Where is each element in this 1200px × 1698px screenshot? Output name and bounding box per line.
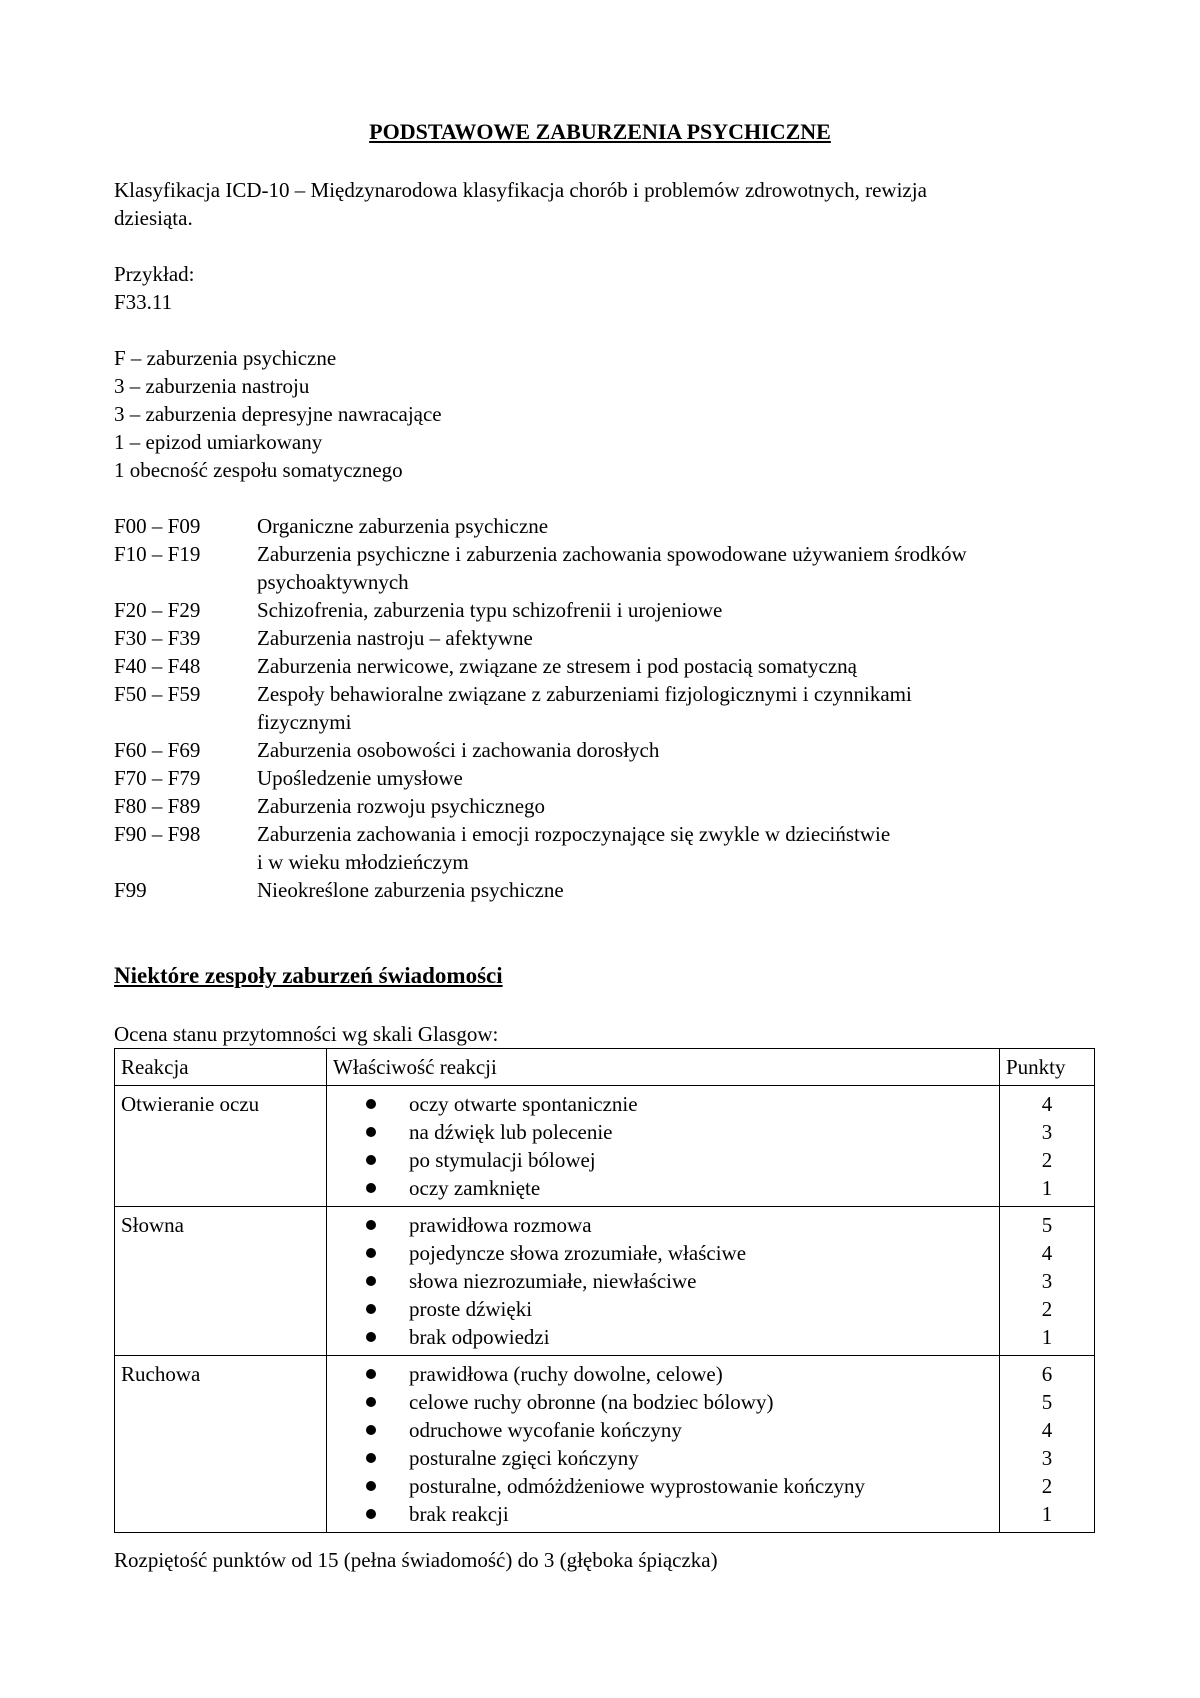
- code-desc: Zespoły behawioralne związane z zaburzeniami fizjologicznymi i czynnikami: [257, 682, 912, 706]
- code-row: [114, 540, 1094, 596]
- code-desc: Zaburzenia zachowania i emocji rozpoczynające się zwykle w dzieciństwie: [257, 822, 891, 846]
- code-range: F00 – F09: [114, 514, 201, 538]
- example-part: F – zaburzenia psychiczne: [114, 346, 337, 370]
- code-row: [114, 820, 1094, 876]
- property-item: posturalne, odmóżdżeniowe wyprostowanie kończyny: [363, 1472, 993, 1500]
- example-part: 3 – zaburzenia nastroju: [114, 374, 310, 398]
- property-item: po stymulacji bólowej: [363, 1146, 993, 1174]
- code-desc: Organiczne zaburzenia psychiczne: [257, 514, 549, 538]
- table-row: [115, 1356, 1095, 1533]
- property-item: oczy zamknięte: [363, 1174, 993, 1202]
- code-range: F30 – F39: [114, 626, 201, 650]
- code-range: F40 – F48: [114, 654, 201, 678]
- points-cell: [1000, 1207, 1095, 1356]
- header-reaction: Reakcja: [115, 1049, 327, 1086]
- page-title: PODSTAWOWE ZABURZENIA PSYCHICZNE: [369, 119, 831, 144]
- code-row: [114, 764, 1094, 792]
- table-header-row: [115, 1049, 1095, 1086]
- example-label: Przykład:: [114, 262, 195, 286]
- code-row: [114, 792, 1094, 820]
- example-part: 1 – epizod umiarkowany: [114, 430, 323, 454]
- header-points: Punkty: [1000, 1049, 1095, 1086]
- example-part: 1 obecność zespołu somatycznego: [114, 458, 403, 482]
- code-row: [114, 596, 1094, 624]
- code-range: F70 – F79: [114, 766, 201, 790]
- property-item: celowe ruchy obronne (na bodziec bólowy): [363, 1388, 993, 1416]
- code-row: [114, 624, 1094, 652]
- points-value: 3: [1041, 1269, 1053, 1293]
- code-desc: Zaburzenia osobowości i zachowania dorosłych: [257, 738, 660, 762]
- code-desc: Zaburzenia nerwicowe, związane ze stresem i pod postacią somatyczną: [257, 654, 857, 678]
- property-item: prawidłowa rozmowa: [363, 1211, 993, 1239]
- property-item: prawidłowa (ruchy dowolne, celowe): [363, 1360, 993, 1388]
- code-range: F99: [114, 878, 147, 902]
- code-desc-cont: psychoaktywnych: [257, 570, 409, 594]
- code-row: [114, 876, 1094, 904]
- code-desc: Upośledzenie umysłowe: [257, 766, 463, 790]
- code-range: F80 – F89: [114, 794, 201, 818]
- example-code: F33.11: [114, 290, 173, 314]
- points-cell: [1000, 1086, 1095, 1207]
- points-cell: [1000, 1356, 1095, 1533]
- code-desc: Schizofrenia, zaburzenia typu schizofrenii i urojeniowe: [257, 598, 723, 622]
- code-desc-cont: fizycznymi: [257, 710, 352, 734]
- table-row: [115, 1086, 1095, 1207]
- property-cell: [327, 1207, 1000, 1356]
- code-row: [114, 680, 1094, 736]
- code-range: F50 – F59: [114, 682, 201, 706]
- property-list: [333, 1360, 993, 1528]
- property-item: słowa niezrozumiałe, niewłaściwe: [363, 1267, 993, 1295]
- glasgow-table: [114, 1048, 1095, 1533]
- reaction-cell: Otwieranie oczu: [115, 1086, 327, 1207]
- points-value: 5: [1041, 1213, 1053, 1237]
- intro-line: Klasyfikacja ICD-10 – Międzynarodowa klasyfikacja chorób i problemów zdrowotnych, rewizja: [114, 178, 927, 202]
- property-cell: [327, 1086, 1000, 1207]
- code-desc-cont: i w wieku młodzieńczym: [257, 850, 469, 874]
- points-value: 2: [1041, 1474, 1053, 1498]
- property-item: proste dźwięki: [363, 1295, 993, 1323]
- points-value: 4: [1041, 1092, 1053, 1116]
- points-value: 4: [1041, 1418, 1053, 1442]
- property-item: posturalne zgięci kończyny: [363, 1444, 993, 1472]
- code-range: F20 – F29: [114, 598, 201, 622]
- points-value: 3: [1041, 1120, 1053, 1144]
- table-row: [115, 1207, 1095, 1356]
- section-title: Niektóre zespoły zaburzeń świadomości: [114, 963, 503, 988]
- points-value: 6: [1041, 1362, 1053, 1386]
- code-desc: Nieokreślone zaburzenia psychiczne: [257, 878, 564, 902]
- points-value: 4: [1041, 1241, 1053, 1265]
- intro-line: dziesiąta.: [114, 206, 193, 230]
- property-item: odruchowe wycofanie kończyny: [363, 1416, 993, 1444]
- reaction-cell: Słowna: [115, 1207, 327, 1356]
- example-part: 3 – zaburzenia depresyjne nawracające: [114, 402, 442, 426]
- points-value: 1: [1041, 1176, 1053, 1200]
- code-range: F90 – F98: [114, 822, 201, 846]
- code-row: [114, 512, 1094, 540]
- code-row: [114, 652, 1094, 680]
- property-item: pojedyncze słowa zrozumiałe, właściwe: [363, 1239, 993, 1267]
- property-item: brak reakcji: [363, 1500, 993, 1528]
- property-list: [333, 1090, 993, 1202]
- property-item: na dźwięk lub polecenie: [363, 1118, 993, 1146]
- points-value: 1: [1041, 1325, 1053, 1349]
- property-cell: [327, 1356, 1000, 1533]
- points-value: 1: [1041, 1502, 1053, 1526]
- header-property: Właściwość reakcji: [327, 1049, 1000, 1086]
- table-caption: Ocena stanu przytomności wg skali Glasgow:: [114, 1022, 499, 1046]
- code-range: F10 – F19: [114, 542, 201, 566]
- code-desc: Zaburzenia rozwoju psychicznego: [257, 794, 546, 818]
- property-item: brak odpowiedzi: [363, 1323, 993, 1351]
- points-value: 2: [1041, 1148, 1053, 1172]
- reaction-cell: Ruchowa: [115, 1356, 327, 1533]
- code-desc: Zaburzenia psychiczne i zaburzenia zachowania spowodowane używaniem środków: [257, 542, 967, 566]
- table-footer-note: Rozpiętość punktów od 15 (pełna świadomość) do 3 (głęboka śpiączka): [114, 1548, 718, 1572]
- property-list: [333, 1211, 993, 1351]
- points-value: 5: [1041, 1390, 1053, 1414]
- code-row: [114, 736, 1094, 764]
- code-range: F60 – F69: [114, 738, 201, 762]
- code-desc: Zaburzenia nastroju – afektywne: [257, 626, 533, 650]
- points-value: 2: [1041, 1297, 1053, 1321]
- property-item: oczy otwarte spontanicznie: [363, 1090, 993, 1118]
- points-value: 3: [1041, 1446, 1053, 1470]
